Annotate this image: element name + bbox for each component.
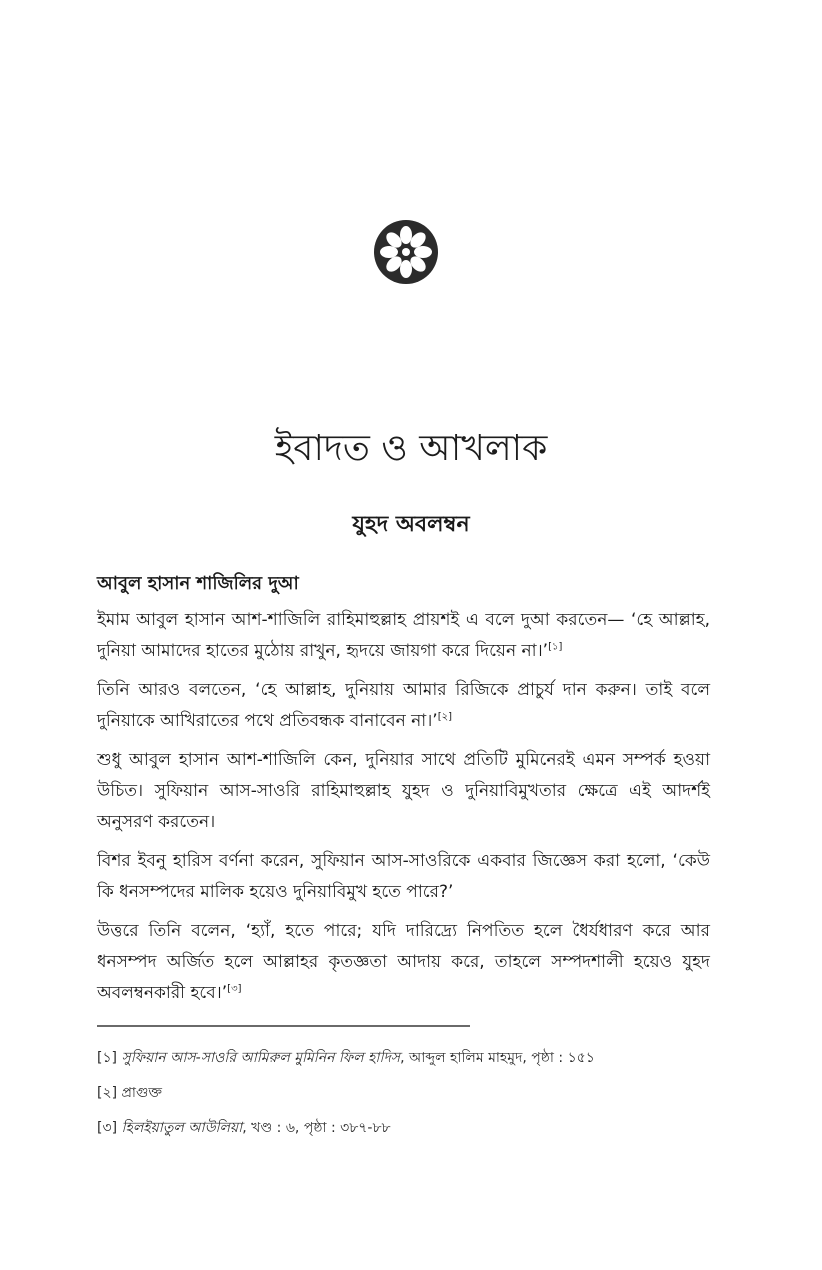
paragraph-text: বিশর ইবনু হারিস বর্ণনা করেন, সুফিয়ান আস-সাওরিকে একবার জিজ্ঞেস করা হলো, ‘কেউ কি ধনসম্পদের মালিক হয়েও দুনিয়াবিমুখ হতে পারে?’	[97, 851, 710, 902]
footnote-detail: প্রাগুক্ত	[121, 1085, 163, 1101]
footnote-number: [৩]	[97, 1120, 118, 1136]
footnotes	[97, 1047, 737, 1152]
subheading: আবুল হাসান শাজিলির দুআ	[97, 573, 299, 594]
footnote-detail: , খণ্ড : ৬, পৃষ্ঠা : ৩৮৭-৮৮	[242, 1120, 391, 1136]
paragraph-text: উত্তরে তিনি বলেন, ‘হ্যাঁ, হতে পারে; যদি দারিদ্র্যে নিপতিত হলে ধৈর্যধারণ করে আর ধনসম্পদ অর্জিত হলে আল্লাহর কৃতজ্ঞতা আদায় করে, তাহলে সম্পদশালী হয়েও যুহদ অবলম্বনকারী হবে।’	[97, 921, 710, 1003]
paragraph	[97, 846, 710, 908]
paragraph	[97, 745, 710, 838]
footnote-ref[interactable]: [২]	[437, 711, 452, 723]
body-text	[97, 568, 710, 1017]
paragraph	[97, 605, 710, 667]
footnote-number: [২]	[97, 1085, 118, 1101]
footnote-item	[97, 1082, 737, 1104]
footnote-divider	[97, 1025, 470, 1027]
paragraph-text: ইমাম আবুল হাসান আশ-শাজিলি রাহিমাহুল্লাহ প্রায়শই এ বলে দুআ করতেন— ‘হে আল্লাহ, দুনিয়া আমাদের হাতের মুঠোয় রাখুন, হৃদয়ে জায়গা করে দিয়েন না।’	[97, 610, 710, 661]
footnote-ref[interactable]: [১]	[548, 641, 563, 653]
footnote-title: সুফিয়ান আস-সাওরি আমিরুল মুমিনিন ফিল হাদিস	[121, 1050, 401, 1066]
paragraph	[97, 916, 710, 1009]
footnote-detail: , আব্দুল হালিম মাহমুদ, পৃষ্ঠা : ১৫১	[400, 1050, 595, 1066]
footnote-ref[interactable]: [৩]	[227, 983, 242, 995]
paragraph-text: তিনি আরও বলতেন, ‘হে আল্লাহ, দুনিয়ায় আমার রিজিকে প্রাচুর্য দান করুন। তাই বলে দুনিয়াকে আখিরাতের পথে প্রতিবন্ধক বানাবেন না।’	[97, 680, 710, 731]
chapter-title: ইবাদত ও আখলাক	[274, 428, 548, 469]
paragraph	[97, 675, 710, 737]
paragraph-text: শুধু আবুল হাসান আশ-শাজিলি কেন, দুনিয়ার সাথে প্রতিটি মুমিনেরই এমন সম্পর্ক হওয়া উচিত। সুফিয়ান আস-সাওরি রাহিমাহুল্লাহ যুহদ ও দুনিয়াবিমুখতার ক্ষেত্রে এই আদর্শই অনুসরণ করতেন।	[97, 750, 710, 832]
footnote-item	[97, 1117, 737, 1139]
footnote-title: হিলইয়াতুল আউলিয়া	[121, 1120, 243, 1136]
flower-ornament-icon	[373, 219, 439, 285]
footnote-number: [১]	[97, 1050, 118, 1066]
footnote-item	[97, 1047, 737, 1069]
section-title: যুহদ অবলম্বন	[352, 512, 470, 537]
